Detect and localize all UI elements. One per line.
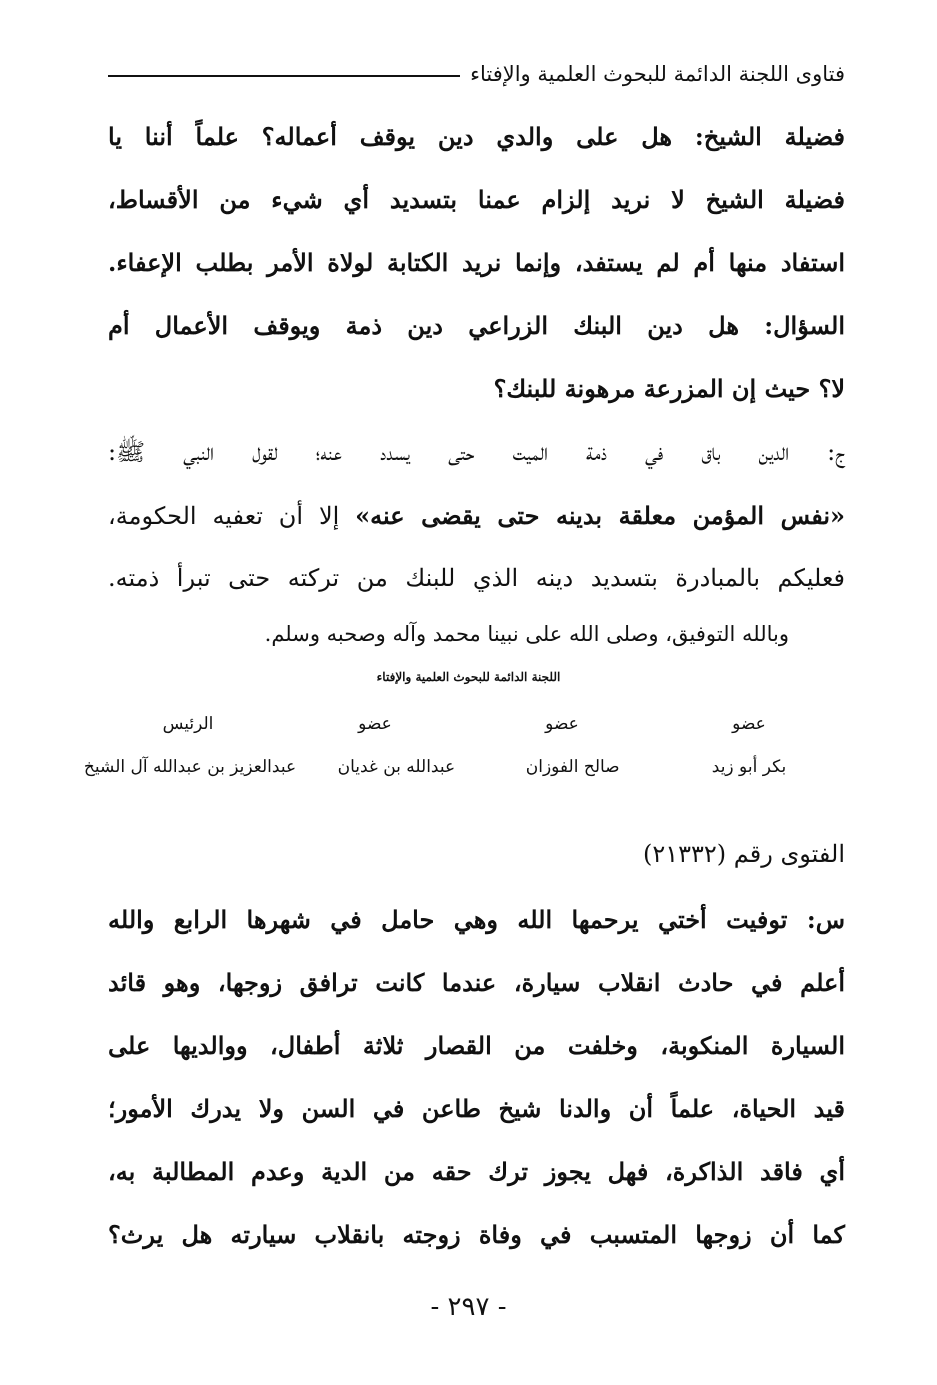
member-role: عضو — [732, 714, 766, 734]
page-number: - ٢٩٧ - — [430, 1292, 507, 1322]
fatwa-question-line-6: كما أن زوجها المتسبب في وفاة زوجته بانقلاب سيارته هل يرث؟ — [108, 1220, 845, 1249]
answer-line-2-rest: إلا أن تعفيه الحكومة، — [108, 502, 356, 530]
committee-name: اللجنة الدائمة للبحوث العلمية والإفتاء — [376, 670, 561, 684]
question1-line-1: فضيلة الشيخ: هل على والدي دين يوقف أعماله؟ علماً أننا يا — [108, 122, 845, 151]
running-header — [108, 62, 845, 86]
signature-roles-row — [108, 714, 829, 734]
header-rule — [108, 75, 460, 77]
member-name: صالح الفوزان — [525, 757, 620, 777]
question2-line-2: لا؟ حيث إن المزرعة مرهونة للبنك؟ — [493, 374, 845, 403]
member-name: عبدالعزيز بن عبدالله آل الشيخ — [83, 757, 297, 777]
closing-prayer: وبالله التوفيق، وصلى الله على نبينا محمد وآله وصحبه وسلم. — [264, 622, 789, 646]
member-role: عضو — [545, 714, 579, 734]
question1-line-3: استفاد منها أم لم يستفد، وإنما نريد الكتابة لولاة الأمر بطلب الإعفاء. — [108, 248, 845, 277]
answer-line-3: فعليكم بالمبادرة بتسديد دينه الذي للبنك من تركته حتى تبرأ ذمته. — [108, 564, 845, 592]
fatwa-question-line-1: س: توفيت أختي يرحمها الله وهي حامل في شهرها الرابع والله — [108, 905, 845, 934]
member-role: عضو — [358, 714, 392, 734]
member-name: بكر أبو زيد — [711, 757, 787, 777]
member-name: عبدالله بن غديان — [337, 757, 456, 777]
question1-line-2: فضيلة الشيخ لا نريد إلزام عمنا بتسديد أي شيء من الأقساط، — [108, 185, 845, 214]
member-role: الرئيس — [162, 714, 214, 734]
fatwa-question-line-2: أعلم في حادث انقلاب سيارة، عندما كانت ترافق زوجها، وهو قائد — [108, 968, 845, 997]
fatwa-question-line-4: قيد الحياة، علماً أن والدنا شيخ طاعن في السن ولا يدرك الأمور؛ — [108, 1094, 845, 1123]
running-title: فتاوى اللجنة الدائمة للبحوث العلمية والإفتاء — [470, 62, 845, 86]
answer-line-1: ج: الدين باق في ذمة الميت حتى يسدد عنه؛ لقول النبي ﷺ: — [108, 438, 845, 466]
signature-names-row — [80, 757, 829, 777]
hadith-quote: «نفس المؤمن معلقة بدينه حتى يقضى عنه» — [355, 501, 846, 530]
question2-line-1: السؤال: هل دين البنك الزراعي دين ذمة ويوقف الأعمال أم — [108, 311, 845, 340]
fatwa-number: الفتوى رقم (٢١٣٣٢) — [642, 840, 845, 868]
answer-line-2 — [108, 501, 845, 530]
fatwa-question-line-3: السيارة المنكوبة، وخلفت من القصار ثلاثة أطفال، ووالديها على — [108, 1031, 845, 1060]
fatwa-question-line-5: أي فاقد الذاكرة، فهل يجوز ترك حقه من الدية وعدم المطالبة به، — [108, 1157, 845, 1186]
